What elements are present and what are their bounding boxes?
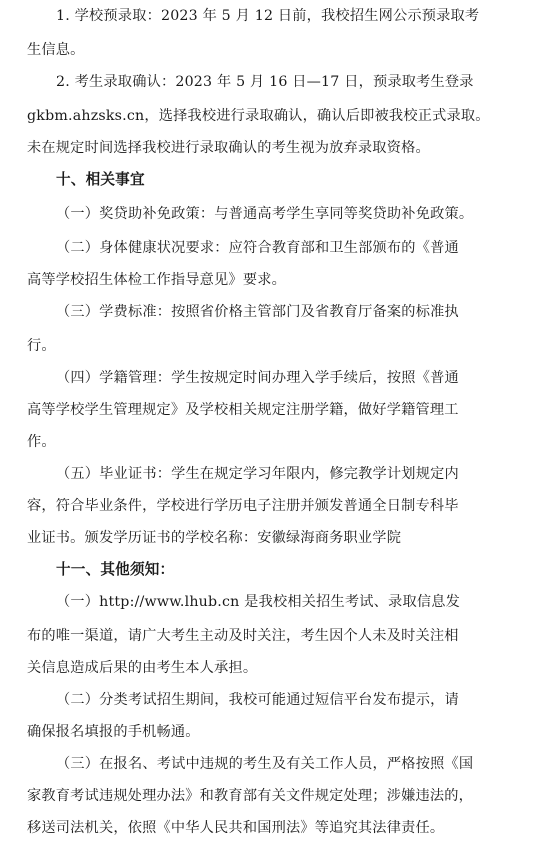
text-line: 家教育考试违规处理办法》和教育部有关文件规定处理；涉嫌违法的， (27, 788, 474, 804)
text-line: （五）毕业证书：学生在规定学习年限内，修完教学计划规定内 (56, 466, 459, 482)
text-line: 1. 学校预录取：2023 年 5 月 12 日前，我校招生网公示预录取考 (56, 8, 480, 24)
text-line: （三）在报名、考试中违规的考生及有关工作人员，严格按照《国 (56, 756, 474, 772)
text-line: 生信息。 (27, 42, 85, 58)
text-line: 作。 (27, 434, 56, 450)
text-line: （三）学费标准：按照省价格主管部门及省教育厅备案的标准执 (56, 304, 459, 320)
text-line: 关信息造成后果的由考生本人承担。 (27, 660, 258, 676)
text-line: 高等学校招生体检工作指导意见》要求。 (27, 272, 286, 288)
section-heading: 十、相关事宜 (56, 171, 145, 188)
text-line: 未在规定时间选择我校进行录取确认的考生视为放弃录取资格。 (27, 140, 430, 156)
text-line: 确保报名填报的手机畅通。 (27, 724, 200, 740)
text-line: 行。 (27, 338, 56, 354)
text-line: （二）身体健康状况要求：应符合教育部和卫生部颁布的《普通 (56, 240, 459, 256)
text-line: （四）学籍管理：学生按规定时间办理入学手续后，按照《普通 (56, 370, 459, 386)
text-line: 业证书。颁发学历证书的学校名称：安徽绿海商务职业学院 (27, 530, 402, 546)
text-line: 移送司法机关，依照《中华人民共和国刑法》等追究其法律责任。 (27, 820, 445, 836)
text-line: （二）分类考试招生期间，我校可能通过短信平台发布提示，请 (56, 692, 459, 708)
text-line: 高等学校学生管理规定》及学校相关规定注册学籍，做好学籍管理工 (27, 402, 459, 418)
text-line: gkbm.ahzsks.cn，选择我校进行录取确认，确认后即被我校正式录取。 (27, 108, 490, 124)
text-line: 容，符合毕业条件，学校进行学历电子注册并颁发普通全日制专科毕 (27, 498, 459, 514)
text-line: 布的唯一渠道，请广大考生主动及时关注，考生因个人未及时关注相 (27, 628, 459, 644)
text-line: （一）奖贷助补免政策：与普通高考学生享同等奖贷助补免政策。 (56, 206, 474, 222)
text-line: （一）http://www.lhub.cn 是我校相关招生考试、录取信息发 (56, 594, 460, 610)
section-heading: 十一、其他须知： (56, 561, 175, 578)
text-line: 2. 考生录取确认：2023 年 5 月 16 日—17 日，预录取考生登录 (56, 74, 474, 90)
